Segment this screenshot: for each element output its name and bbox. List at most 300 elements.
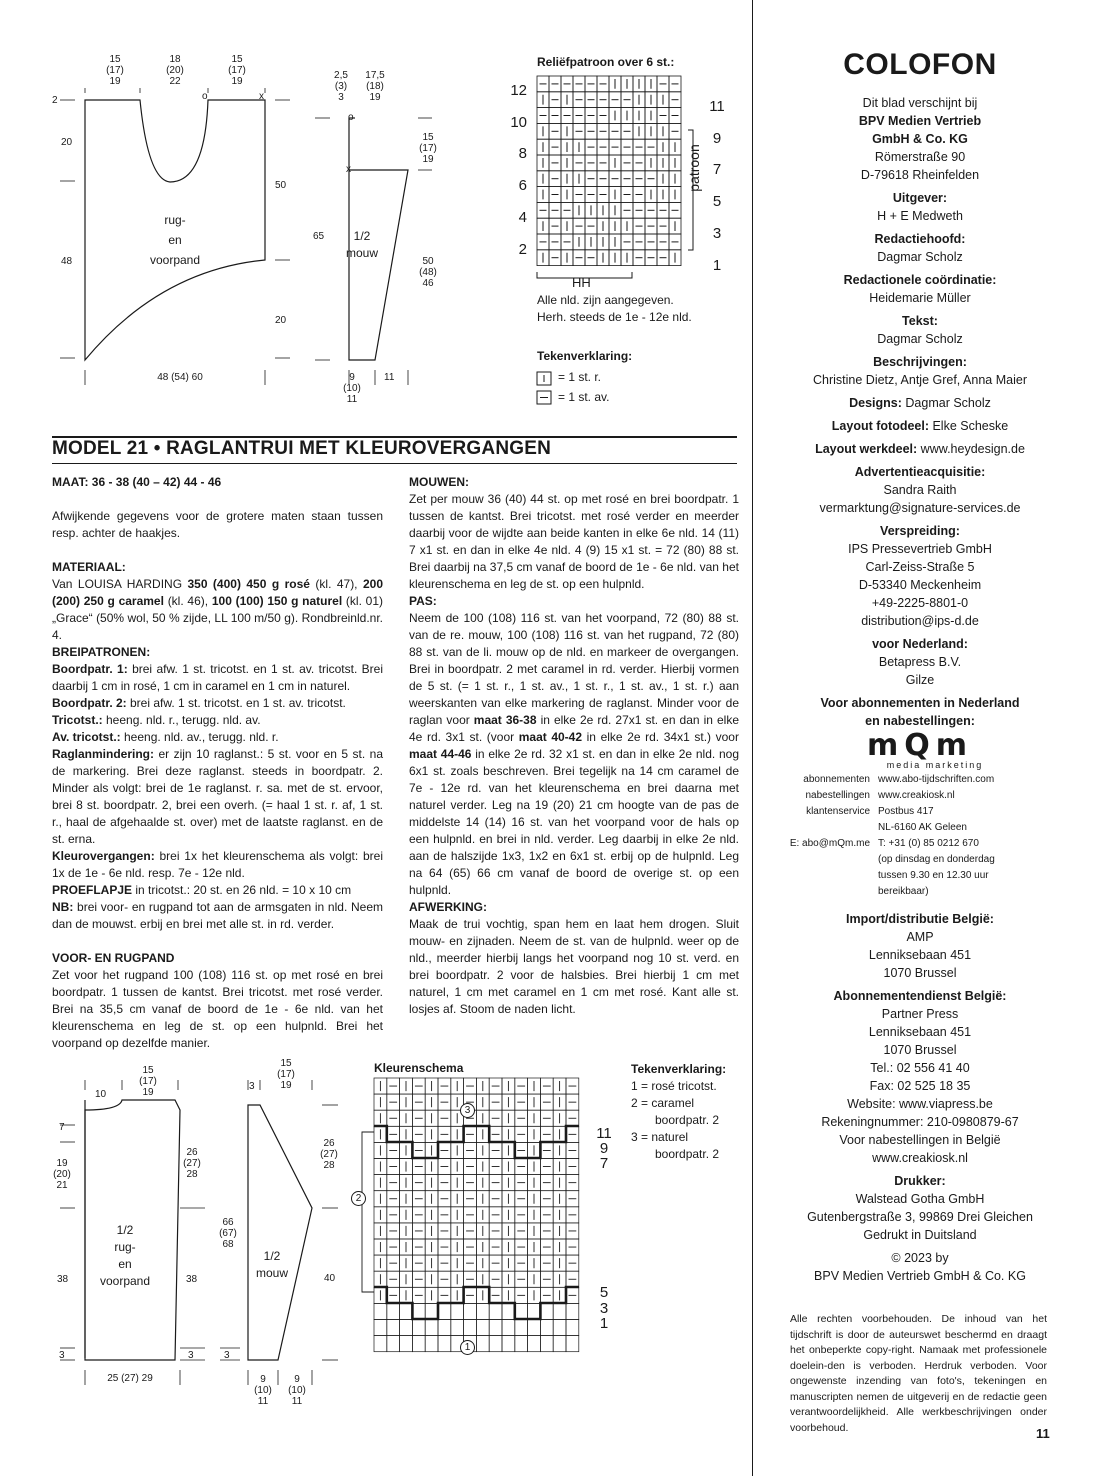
relief-cell [537, 218, 549, 234]
kleur-cell [425, 1078, 438, 1094]
kleur-cell [412, 1078, 425, 1094]
mouwen-text: Zet per mouw 36 (40) 44 st. op met rosé en brei boordpatr. 1 tussen de kantst. Brei tricotst. met rosé verder en meerder daarbij voor de wijdte aan beide kanten in elke 6e nld. 14 (11) 7 x1 st. en dan in elke 4e nld. 4 (9) 15 x1 st. = 72 (80) 88 st. Brei daarbij na 37,5 cm vanaf de boord de 1e - 6e nld. van het kleurenschema en leg de st. op een hulpnld. [409, 492, 739, 591]
kleur-cell [425, 1110, 438, 1126]
kleur-cell [412, 1126, 425, 1142]
abo-row [770, 788, 1070, 804]
relief-cell [609, 171, 621, 187]
pas-text [409, 610, 739, 899]
relief-cell [561, 250, 573, 266]
relief-title: Reliëfpatroon over 6 st.: [537, 55, 675, 69]
relief-cell [657, 187, 669, 203]
body-label-line: voorpand [149, 253, 201, 267]
abo-key [770, 852, 878, 868]
relief-cell [597, 123, 609, 139]
relief-cell [597, 202, 609, 218]
colofon-value: 1070 Brussel [883, 1043, 957, 1057]
kleur-cell [476, 1223, 489, 1239]
kleur-cell [553, 1142, 566, 1158]
relief-cell [669, 139, 681, 155]
relief-cell [669, 250, 681, 266]
top-body-label [140, 210, 210, 270]
column-separator [752, 0, 753, 1476]
relief-cell [609, 187, 621, 203]
kleur-cell [412, 1271, 425, 1287]
relief-cell [633, 218, 645, 234]
relief-cell [669, 108, 681, 124]
relief-cell [645, 218, 657, 234]
relief-right-rows [706, 91, 728, 281]
kleur-cell [553, 1110, 566, 1126]
kleur-cell [387, 1239, 400, 1255]
colofon-block [770, 48, 1070, 1285]
kleur-cell [540, 1094, 553, 1110]
relief-cell [657, 123, 669, 139]
relief-cell [561, 202, 573, 218]
kleur-cell [566, 1191, 579, 1207]
bottom-body-label [95, 1222, 155, 1290]
colofon-address: Römerstraße 90 [874, 150, 966, 164]
kleur-cell [566, 1142, 579, 1158]
relief-cell [549, 155, 561, 171]
kleur-cell [412, 1094, 425, 1110]
kleur-cell [374, 1255, 387, 1271]
kleur-cell [400, 1223, 413, 1239]
kleur-cell [489, 1126, 502, 1142]
kleur-cell [528, 1271, 541, 1287]
kleur-cell [566, 1255, 579, 1271]
kleur-legend-line: boordpatr. 2 [655, 1113, 720, 1127]
kleur-cell [502, 1126, 515, 1142]
kleur-cell [553, 1094, 566, 1110]
kleur-cell [540, 1239, 553, 1255]
relief-cell [561, 139, 573, 155]
kleur-legend-line: boordpatr. 2 [655, 1147, 720, 1161]
relief-cell [585, 123, 597, 139]
kleur-cell [451, 1239, 464, 1255]
kleur-cell [540, 1191, 553, 1207]
kleur-cell [464, 1271, 477, 1287]
relief-cell [561, 218, 573, 234]
relief-hh: HH [572, 275, 591, 290]
relief-cell [669, 171, 681, 187]
kleur-cell [412, 1159, 425, 1175]
text-run: Neem de 100 (108) 116 st. van het voorpand, 72 (80) 88 st. van de re. mouw, 100 (108) 116 st. van het rugpand, 72 (80) 88 st. van de li. mouw op de nld. en markeer de overgangen. Brei in boordpatr. 2 met caramel in rd. verder. Hierbij vormen de 5 st. (= 1 st. r., 1 st. av., 1 st. r., 1 st. av., 1 st. r.) aan weerskanten van elke markering de raglanst. Minder voor de raglan voor [409, 611, 739, 727]
kleur-cell [476, 1142, 489, 1158]
text-run-bold: 350 (400) 450 g rosé [187, 577, 310, 591]
relief-cell [585, 234, 597, 250]
relief-cell [573, 234, 585, 250]
page-number: 11 [1036, 1426, 1050, 1441]
relief-cell [657, 155, 669, 171]
text-run-bold: Av. tricotst.: [52, 730, 121, 744]
kleur-cell [438, 1271, 451, 1287]
relief-cell [561, 187, 573, 203]
kleur-cell [374, 1078, 387, 1094]
kleur-cell [451, 1223, 464, 1239]
relief-cell [537, 139, 549, 155]
relief-cell [549, 202, 561, 218]
relief-cell [561, 92, 573, 108]
text-run: heeng. nld. av., terugg. nld. r. [120, 730, 279, 744]
kleur-cell [412, 1110, 425, 1126]
kleur-cell [464, 1078, 477, 1094]
colofon-value: Voor nabestellingen in België [839, 1133, 1001, 1147]
colofon-value: www.creakiosk.nl [872, 1151, 968, 1165]
sleeve-mark-o: o [348, 112, 354, 123]
sleeve-label-line: 1/2 [353, 229, 371, 243]
colofon-publisher: BPV Medien Vertrieb [858, 114, 982, 128]
materiaal-heading: MATERIAAL: [52, 560, 126, 574]
bottom-body-top-15: 15 (17) 19 [139, 1065, 157, 1098]
text-run: in elke 2e rd. 34x1 st.) voor [582, 730, 739, 744]
kleur-rows-bottom [592, 1285, 616, 1332]
relief-cell [621, 218, 633, 234]
kleur-cell [489, 1078, 502, 1094]
kleur-cell [528, 1142, 541, 1158]
relief-note-line: Herh. steeds de 1e - 12e nld. [537, 309, 692, 324]
kleur-cell [374, 1142, 387, 1158]
relief-row-num: 9 [712, 129, 722, 147]
colofon-value: Elke Scheske [929, 419, 1009, 433]
colofon-value: Fax: 02 525 18 35 [869, 1079, 971, 1093]
kleur-cell [400, 1239, 413, 1255]
kleur-cell [425, 1271, 438, 1287]
kleur-cell [502, 1094, 515, 1110]
top-sleeve-left: 65 [313, 231, 325, 242]
kleur-cell [451, 1159, 464, 1175]
kleur-cell [374, 1207, 387, 1223]
kleur-cell [400, 1191, 413, 1207]
voor-text: Zet voor het rugpand 100 (108) 116 st. op met rosé en brei boordpatr. 1 tussen de kantst. Brei tricotst. met rosé verder. Brei na 35,5 cm vanaf de boord de 1e - 6e nld. van het kleurenschema en leg de st. op een hulpnld. Brei het voorpand op dezelfde manier. [52, 968, 383, 1050]
colofon-value: Betapress B.V. [878, 655, 962, 669]
kleur-cell [387, 1271, 400, 1287]
relief-cell [621, 155, 633, 171]
kleur-cell [374, 1175, 387, 1191]
abo-table [770, 772, 1070, 900]
kleur-cell [566, 1207, 579, 1223]
text-run: in elke 2e rd. 32 x1 st. en dan in elke 2e nld. nog 6x1 st. zoals beschreven. Brei tegelijk na 14 cm caramel de 7e - 12e rd. van het kleurenschema en brei daarna met naturel verder. Leg na 19 (20) 21 cm hoogte van de pas de middelste 14 (14) 16 st. van het voorpand voor de hals op een hulpnld. en brei in nld. verder. Leg daarbij in elke 2e nld. aan de halszijde 1x3, 1x2 en 6x1 st. erbij op de hulpnld. Leg na 64 (65) 66 cm vanaf de boord de overige st. op een hulpnld. [409, 747, 739, 897]
relief-cell [657, 234, 669, 250]
relief-cell [573, 202, 585, 218]
colofon-value: H + E Medweth [877, 209, 963, 223]
kleur-cell [400, 1078, 413, 1094]
relief-cell [537, 92, 549, 108]
kleur-cell [540, 1078, 553, 1094]
relief-cell [537, 155, 549, 171]
kleur-cell [438, 1255, 451, 1271]
kleur-cell [412, 1175, 425, 1191]
relief-cell [633, 139, 645, 155]
bottom-body-left-3: 3 [59, 1350, 65, 1361]
kleur-row-num: 3 [599, 1299, 609, 1317]
abo-row [770, 884, 1070, 900]
relief-cell [633, 123, 645, 139]
kleur-cell [502, 1175, 515, 1191]
afwerking-text: Maak de trui vochtig, span hem en laat hem drogen. Sluit mouw- en zijnaden. Neem de st. van de hulpnld. weer op de nld., meerder hierbij langs het voorpand nog 10 st. verd. en brei boordpatr. 2 voor de halsbies. Brei hierbij 1 cm met naturel, 1 cm met caramel en 1 cm met rosé. Kant alle st. losjes af. Stoom de naden licht. [409, 917, 739, 1016]
kleur-cell [400, 1303, 413, 1319]
body-label-line: rug- [164, 213, 186, 227]
relief-cell [621, 250, 633, 266]
relief-cell [573, 92, 585, 108]
abo-row [770, 836, 1070, 852]
bottom-body-left-38: 38 [57, 1274, 69, 1285]
bottom-body-left-7: 7 [59, 1122, 65, 1133]
kleur-cell [476, 1094, 489, 1110]
relief-cell [669, 187, 681, 203]
bottom-sleeve-left-66: 66 (67) 68 [219, 1217, 237, 1250]
kleur-cell [425, 1191, 438, 1207]
relief-cell [597, 92, 609, 108]
top-body-right-50: 50 [275, 180, 287, 191]
colofon-value: Dagmar Scholz [877, 332, 963, 346]
relief-cell [561, 108, 573, 124]
kleur-cell [489, 1191, 502, 1207]
relief-cell [537, 234, 549, 250]
relief-cell [657, 108, 669, 124]
bottom-sleeve-bottom-left: 9 (10) 11 [254, 1374, 272, 1407]
relief-cell [609, 250, 621, 266]
relief-cell [645, 202, 657, 218]
relief-cell [585, 187, 597, 203]
relief-cell [573, 76, 585, 92]
colofon-heading: Designs: [849, 396, 902, 410]
colofon-value: www.heydesign.de [917, 442, 1025, 456]
kleur-cell [438, 1126, 451, 1142]
relief-row-num: 5 [712, 193, 722, 211]
kleur-cell [540, 1110, 553, 1126]
proef-text [52, 882, 383, 899]
kleur-cell [502, 1336, 515, 1352]
kleur-cell [528, 1078, 541, 1094]
kleur-cell [502, 1320, 515, 1336]
colofon-heading: Beschrijvingen: [873, 355, 967, 369]
text-run: (kl. 01) „Grace“ (50% wol, 50 % zijde, LL 100 m/50 g). Rondbreinld.nr. 4. [52, 594, 383, 642]
bottom-sleeve-label [250, 1248, 294, 1282]
abo-value: T: +31 (0) 85 0212 670 [878, 838, 979, 849]
relief-cell [573, 155, 585, 171]
kleur-cell [528, 1159, 541, 1175]
kleur-cell [502, 1255, 515, 1271]
kleur-cell [412, 1223, 425, 1239]
kleur-cell [438, 1223, 451, 1239]
colofon-heading: Voor abonnementen in Nederland [820, 696, 1020, 710]
colofon-value: Sandra Raith [883, 483, 957, 497]
bottom-body-right-38: 38 [186, 1274, 198, 1285]
kleur-cell [553, 1320, 566, 1336]
mqm-logo-sub: media marketing [886, 760, 984, 770]
kleur-cell [476, 1110, 489, 1126]
relief-cell [621, 171, 633, 187]
abo-row [770, 852, 1070, 868]
kleur-cell [502, 1207, 515, 1223]
kleur-cell [476, 1126, 489, 1142]
relief-cell [609, 234, 621, 250]
relief-row-num: 6 [518, 177, 527, 195]
relief-cell [597, 76, 609, 92]
kleur-cell [451, 1287, 464, 1303]
relief-cell [597, 218, 609, 234]
kleur-cell [489, 1336, 502, 1352]
relief-cell [609, 139, 621, 155]
top-body-width-left: 15 (17) 19 [106, 54, 124, 87]
top-body-bottom: 48 (54) 60 [157, 372, 203, 383]
relief-left-rows [505, 75, 527, 265]
kleur-cell [425, 1142, 438, 1158]
abo-row [770, 772, 1070, 788]
kleur-cell [425, 1094, 438, 1110]
kleur-cell [553, 1191, 566, 1207]
afwerking-heading: AFWERKING: [409, 900, 487, 914]
relief-cell [597, 139, 609, 155]
colofon-value: Website: www.viapress.be [847, 1097, 993, 1111]
bp2-text [52, 695, 383, 712]
materiaal-text [52, 576, 383, 644]
abo-row [770, 868, 1070, 884]
kleur-row-num: 9 [599, 1140, 609, 1157]
kleur-cell [400, 1271, 413, 1287]
kleur-cell [566, 1126, 579, 1142]
relief-cell [633, 92, 645, 108]
relief-cell [597, 250, 609, 266]
bottom-body-top-10: 10 [95, 1089, 107, 1100]
kleur-cell [553, 1159, 566, 1175]
colofon-value: Gutenbergstraße 3, 99869 Drei Gleichen [807, 1210, 1033, 1224]
kleur-cell [515, 1255, 528, 1271]
relief-cell [537, 250, 549, 266]
kleur-cell [566, 1336, 579, 1352]
text-run: heeng. nld. r., terugg. nld. av. [102, 713, 261, 727]
kleur-cell [387, 1191, 400, 1207]
sleeve-label-line: mouw [345, 246, 378, 260]
kleur-cell [489, 1255, 502, 1271]
kleur-legend-line: 2 = caramel [631, 1096, 695, 1110]
relief-cell [549, 218, 561, 234]
article-column-right [409, 474, 739, 1018]
abo-key: klantenservice [806, 806, 870, 817]
kleur-cell [400, 1126, 413, 1142]
kleur-cell [374, 1094, 387, 1110]
kleur-cell [489, 1207, 502, 1223]
colofon-publisher: GmbH & Co. KG [872, 132, 968, 146]
relief-cell [585, 250, 597, 266]
kleur-cell [374, 1239, 387, 1255]
kleur-cell [425, 1287, 438, 1303]
colofon-title: COLOFON [843, 48, 997, 81]
kleur-cell [502, 1287, 515, 1303]
kleur-cell [553, 1207, 566, 1223]
top-body-right-20: 20 [275, 315, 287, 326]
relief-cell [573, 108, 585, 124]
kleur-cell [540, 1207, 553, 1223]
kleur-cell [438, 1207, 451, 1223]
colofon-value: Lenniksebaan 451 [868, 1025, 972, 1039]
text-run: brei voor- en rugpand tot aan de armsgaten in nld. Neem dan de mouwst. erbij en brei met alle st. in rd. verder. [52, 900, 383, 931]
relief-cell [669, 234, 681, 250]
kleur-cell [387, 1255, 400, 1271]
kleur-cell [387, 1207, 400, 1223]
kleur-cell [528, 1207, 541, 1223]
relief-row-num: 10 [510, 113, 527, 131]
kleur-cell [566, 1287, 579, 1303]
relief-cell [621, 187, 633, 203]
kleur-cell [540, 1142, 553, 1158]
legal-notice: Alle rechten voorbehouden. De inhoud van het tijdschrift is door de auteurswet beschermd en draagt het onbeperkte copy-right. Namaak met professionele doelein-den is verboden. Herdruk verboden. Voor ongewenste inzending van foto's, tekeningen en manuscripten nemen de uitgeverij en de redactie geen verantwoordelijkheid. Alle werkbeschrijvingen onder voorbehoud. [790, 1313, 1047, 1434]
relief-row-num: 11 [709, 98, 725, 115]
abo-row [770, 804, 1070, 820]
bottom-sleeve-right-40: 40 [324, 1273, 336, 1284]
colofon-layout2 [770, 440, 1070, 458]
bottom-body-left-19: 19 (20) 21 [53, 1158, 71, 1191]
colofon-value: Rekeningnummer: 210-0980879-67 [821, 1115, 1019, 1129]
relief-cell [621, 123, 633, 139]
colofon-email: vermarktung@signature-services.de [819, 501, 1021, 515]
kleur-cell [540, 1255, 553, 1271]
colofon-layout1 [770, 417, 1070, 435]
relief-cell [597, 171, 609, 187]
relief-row-num: 2 [518, 240, 527, 258]
relief-cell [573, 123, 585, 139]
relief-cell [621, 202, 633, 218]
kleur-cell [400, 1336, 413, 1352]
kleur-cell [400, 1110, 413, 1126]
kleur-cell [464, 1303, 477, 1319]
relief-cell [597, 234, 609, 250]
relief-cell [537, 108, 549, 124]
text-run-bold: maat 40-42 [518, 730, 583, 744]
relief-note-line: Alle nld. zijn aangegeven. [537, 293, 674, 307]
kleur-cell [425, 1336, 438, 1352]
abo-value: www.abo-tijdschriften.com [878, 774, 995, 785]
relief-cell [573, 250, 585, 266]
kleur-cell [502, 1271, 515, 1287]
relief-cell [633, 250, 645, 266]
kleur-cell [438, 1320, 451, 1336]
size-line: MAAT: 36 - 38 (40 – 42) 44 - 46 [52, 475, 222, 489]
kleur-legend [631, 1061, 726, 1163]
kleur-cell [412, 1255, 425, 1271]
relief-cell [561, 76, 573, 92]
kleur-cell [400, 1255, 413, 1271]
kleur-cell [425, 1175, 438, 1191]
relief-cell [633, 187, 645, 203]
kleur-cell [464, 1287, 477, 1303]
kleur-cell [464, 1320, 477, 1336]
relief-legend-title: Tekenverklaring: [537, 349, 633, 363]
kleur-cell [412, 1303, 425, 1319]
text-run: brei 1x het kleurenschema als volgt: brei 1x de 1e - 6e nld. resp. 7e - 12e nld. [52, 849, 383, 880]
relief-cell [549, 76, 561, 92]
kleur-cell [412, 1207, 425, 1223]
kleur-cell [528, 1191, 541, 1207]
kleur-cell [374, 1126, 387, 1142]
relief-cell [573, 139, 585, 155]
kleur-cell [515, 1191, 528, 1207]
top-sleeve-bottom-left: 9 (10) 11 [343, 372, 361, 405]
kleur-cell [528, 1175, 541, 1191]
colofon-value: Christine Dietz, Antje Gref, Anna Maier [813, 373, 1027, 387]
relief-patroon-label: patroon [686, 144, 702, 192]
relief-cell [645, 76, 657, 92]
kleur-cell [566, 1094, 579, 1110]
kleur-cell [476, 1287, 489, 1303]
relief-cell [549, 250, 561, 266]
abo-value: www.creakiosk.nl [878, 790, 955, 801]
relief-cell [645, 234, 657, 250]
kleur-cell [438, 1191, 451, 1207]
relief-row-num: 12 [510, 82, 527, 99]
kleur-cell [451, 1303, 464, 1319]
kleur-cell [489, 1142, 502, 1158]
